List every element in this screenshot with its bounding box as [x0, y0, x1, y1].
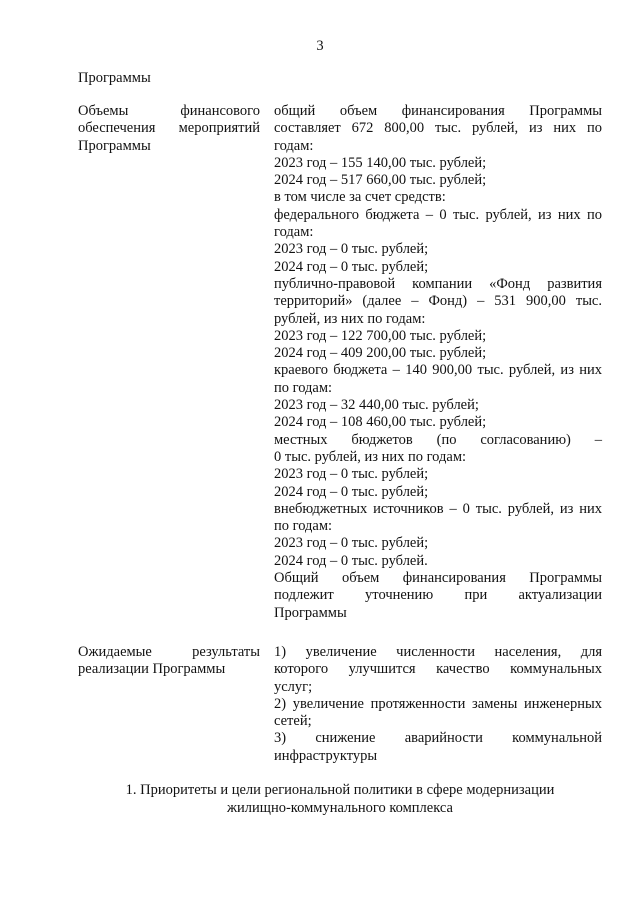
funding-line: 0 тыс. рублей, из них по годам: [274, 448, 467, 465]
results-value [274, 644, 602, 765]
funding-label-line: Программы [78, 137, 151, 154]
funding-line: общий объем финансирования Программы [274, 103, 602, 119]
funding-line: 2023 год – 155 140,00 тыс. рублей; [274, 154, 487, 171]
funding-line: по годам: [274, 518, 333, 535]
funding-line: 2023 год – 122 700,00 тыс. рублей; [274, 327, 487, 344]
funding-label [78, 103, 260, 155]
funding-line: составляет 672 800,00 тыс. рублей, из них по [274, 120, 602, 137]
funding-line: в том числе за счет средств: [274, 189, 446, 206]
section-heading-line: жилищно-коммунального комплекса [227, 799, 453, 816]
funding-line: подлежит уточнению при актуализации [274, 587, 602, 604]
funding-line: годам: [274, 137, 314, 154]
funding-line: Программы [274, 604, 347, 621]
funding-line: рублей, из них по годам: [274, 310, 426, 327]
continued-label-fragment: Программы [78, 70, 151, 86]
funding-line: территорий» (далее – Фонд) – 531 900,00 тыс. [274, 293, 602, 310]
results-line: 2) увеличение протяженности замены инженерных [274, 695, 602, 712]
funding-line: 2024 год – 108 460,00 тыс. рублей; [274, 414, 487, 431]
section-heading-line: 1. Приоритеты и цели региональной политики в сфере модернизации [125, 782, 555, 798]
funding-line: Общий объем финансирования Программы [274, 570, 602, 587]
results-line: сетей; [274, 713, 312, 730]
funding-label-line: Объемы финансового [78, 103, 260, 119]
results-line: которого улучшится качество коммунальных [274, 661, 602, 678]
funding-line: краевого бюджета – 140 900,00 тыс. рублей, из них [274, 362, 602, 379]
funding-line: местных бюджетов (по согласованию) – [274, 431, 602, 448]
funding-line: 2023 год – 0 тыс. рублей; [274, 241, 429, 258]
funding-value [274, 103, 602, 622]
funding-line: 2024 год – 0 тыс. рублей. [274, 552, 428, 569]
funding-line: федерального бюджета – 0 тыс. рублей, из них по [274, 206, 602, 223]
funding-label-line: обеспечения мероприятий [78, 120, 260, 137]
funding-line: 2024 год – 517 660,00 тыс. рублей; [274, 172, 487, 189]
results-label-line: Ожидаемые результаты [78, 644, 260, 660]
funding-line: внебюджетных источников – 0 тыс. рублей, из них [274, 500, 602, 517]
page-number: 3 [316, 38, 324, 54]
funding-line: 2023 год – 0 тыс. рублей; [274, 466, 429, 483]
results-line: 3) снижение аварийности коммунальной [274, 730, 602, 747]
results-line: услуг; [274, 678, 313, 695]
funding-line: 2024 год – 0 тыс. рублей; [274, 258, 429, 275]
funding-line: 2024 год – 0 тыс. рублей; [274, 483, 429, 500]
results-label-line: реализации Программы [78, 661, 226, 678]
funding-line: 2023 год – 0 тыс. рублей; [274, 535, 429, 552]
funding-line: 2023 год – 32 440,00 тыс. рублей; [274, 397, 479, 414]
results-line: 1) увеличение численности населения, для [274, 644, 602, 660]
funding-line: по годам: [274, 379, 333, 396]
results-label [78, 644, 260, 679]
section-heading [60, 782, 620, 817]
funding-line: 2024 год – 409 200,00 тыс. рублей; [274, 345, 487, 362]
funding-line: годам: [274, 224, 314, 241]
funding-line: публично-правовой компании «Фонд развития [274, 275, 602, 292]
results-line: инфраструктуры [274, 747, 378, 764]
